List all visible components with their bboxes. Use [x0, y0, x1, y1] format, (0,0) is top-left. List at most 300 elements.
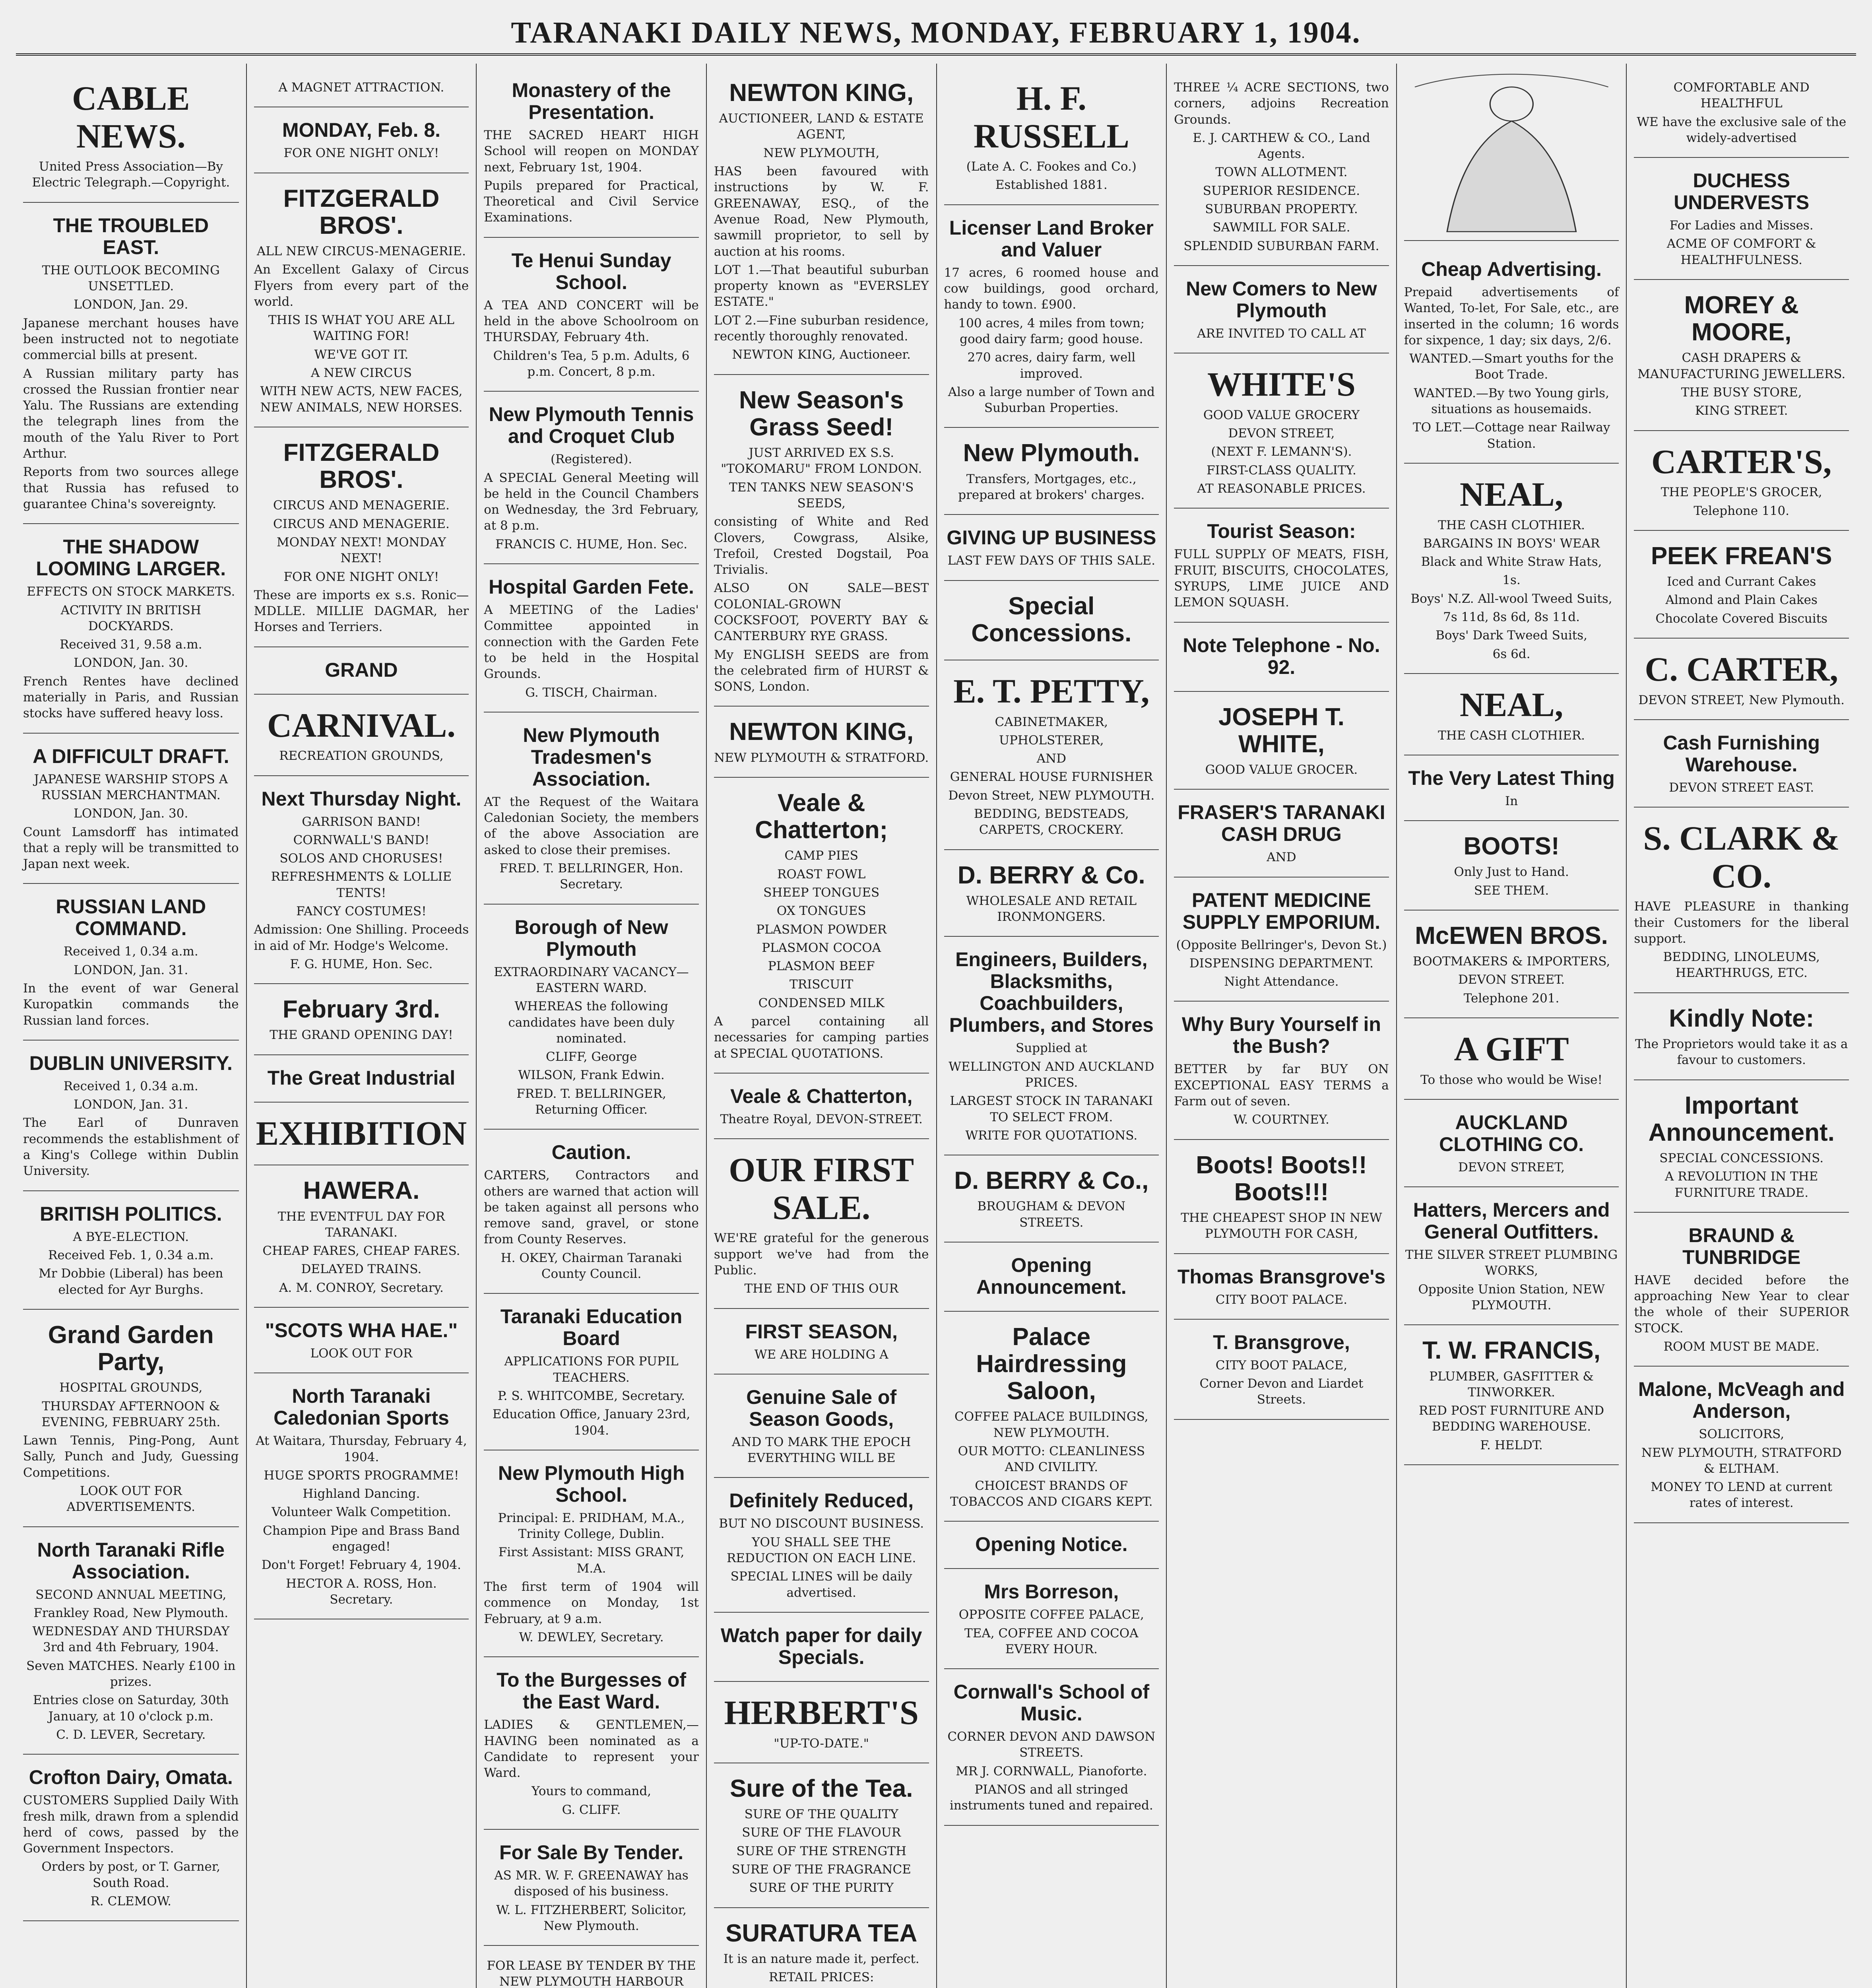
block-heading: Tourist Season:: [1207, 520, 1356, 543]
block-text: 100 acres, 4 miles from town; good dairy farm; good house.: [958, 316, 1145, 346]
block-text: GARRISON BAND!: [302, 814, 421, 829]
block-heading: PATENT MEDICINE SUPPLY EMPORIUM.: [1182, 889, 1381, 933]
block-text: DEVON STREET,: [1458, 1160, 1565, 1175]
block-text: PLASMON BEEF: [768, 959, 875, 974]
block-heading: The Great Industrial: [267, 1066, 456, 1089]
block-heading: OUR FIRST SALE.: [729, 1151, 914, 1227]
columns: [16, 64, 1856, 1988]
block-text: My ENGLISH SEEDS are from the celebrated firm of HURST & SONS, London.: [714, 647, 929, 694]
block-text: P. S. WHITCOMBE, Secretary.: [498, 1388, 685, 1403]
advertisement-block: [1634, 431, 1849, 531]
advertisement-block: [484, 712, 699, 905]
block-heading: New Comers to New Plymouth: [1186, 277, 1377, 322]
block-text: HAVE decided before the approaching New Year to clear the whole of their SUPERIOR STOCK.: [1634, 1273, 1849, 1336]
block-heading: Mrs Borreson,: [984, 1580, 1119, 1603]
block-text: CUSTOMERS Supplied Daily With fresh milk, drawn from a splendid herd of cows, passed by the Government Inspectors.: [23, 1793, 239, 1856]
block-text: WEDNESDAY AND THURSDAY 3rd and 4th February, 1904.: [32, 1624, 230, 1655]
block-text: Also a large number of Town and Suburban Properties.: [948, 384, 1155, 415]
block-heading: NEAL,: [1459, 685, 1564, 724]
block-text: C. D. LEVER, Secretary.: [56, 1727, 206, 1742]
column-3: [476, 64, 706, 1988]
block-text: W. L. FITZHERBERT, Solicitor, New Plymouth.: [496, 1903, 687, 1933]
block-text: RETAIL PRICES:: [768, 1970, 874, 1984]
block-heading: Important Announcement.: [1648, 1091, 1835, 1146]
block-text: Telephone 110.: [1694, 503, 1789, 518]
advertisement-block: [944, 1155, 1159, 1242]
column-5: [936, 64, 1166, 1988]
advertisement-block: [714, 1139, 929, 1309]
block-text: These are imports ex s.s. Ronic—MDLLE. MILLIE DAGMAR, her Horses and Terriers.: [254, 588, 469, 635]
block-text: HECTOR A. ROSS, Hon. Secretary.: [286, 1576, 437, 1607]
block-heading: THE SHADOW LOOMING LARGER.: [36, 536, 226, 580]
block-text: WITH NEW ACTS, NEW FACES, NEW ANIMALS, NEW HORSES.: [260, 384, 463, 415]
block-text: CIRCUS AND MENAGERIE.: [273, 498, 450, 513]
block-text: SURE OF THE FRAGRANCE: [731, 1862, 911, 1877]
block-text: (Late A. C. Fookes and Co.): [966, 159, 1137, 174]
advertisement-block: [23, 1755, 239, 1921]
advertisement-block: [944, 1522, 1159, 1569]
block-text: SHEEP TONGUES: [763, 885, 880, 900]
block-heading: Veale & Chatterton,: [730, 1085, 913, 1107]
block-heading: New Plymouth High School.: [498, 1462, 685, 1506]
advertisement-block: [484, 1830, 699, 1946]
block-text: 17 acres, 6 roomed house and cow buildings, good orchard, handy to town. £900.: [944, 265, 1159, 312]
block-text: WANTED.—By two Young girls, situations as housemaids.: [1414, 386, 1609, 417]
block-text: HOSPITAL GROUNDS,: [59, 1380, 203, 1395]
block-heading: Definitely Reduced,: [729, 1489, 914, 1512]
block-text: Corner Devon and Liardet Streets.: [1199, 1376, 1364, 1407]
block-heading: FIRST SEASON,: [745, 1320, 898, 1343]
block-text: AT REASONABLE PRICES.: [1197, 481, 1366, 496]
block-text: LADIES & GENTLEMEN,—HAVING been nominated as a Candidate to represent your Ward.: [484, 1718, 699, 1780]
advertisement-block: [1174, 266, 1389, 353]
block-text: GOOD VALUE GROCER.: [1205, 762, 1358, 777]
advertisement-block: [23, 1041, 239, 1191]
advertisement-block: [714, 707, 929, 777]
block-text: In the event of war General Kuropatkin commands the Russian land forces.: [23, 981, 239, 1028]
block-text: (Registered).: [550, 452, 632, 467]
advertisement-block: [944, 515, 1159, 580]
column-6: [1166, 64, 1396, 1988]
advertisement-block: [484, 1450, 699, 1657]
block-text: RED POST FURNITURE AND BEDDING WAREHOUSE.: [1419, 1404, 1604, 1434]
block-text: Children's Tea, 5 p.m. Adults, 6 p.m. Concert, 8 p.m.: [493, 348, 690, 379]
block-heading: Hatters, Mercers and General Outfitters.: [1413, 1199, 1610, 1243]
block-text: WRITE FOR QUOTATIONS.: [965, 1128, 1138, 1143]
block-text: (NEXT F. LEMANN'S).: [1211, 445, 1352, 459]
block-heading: NEWTON KING,: [729, 79, 914, 107]
block-text: THE BUSY STORE,: [1681, 385, 1802, 400]
block-text: The Proprietors would take it as a favour to customers.: [1635, 1037, 1848, 1068]
block-text: NEWTON KING, Auctioneer.: [732, 348, 911, 362]
block-heading: New Plymouth Tradesmen's Association.: [523, 724, 660, 790]
block-text: BOOTMAKERS & IMPORTERS,: [1412, 954, 1610, 969]
advertisement-block: [484, 1657, 699, 1830]
block-text: CASH DRAPERS & MANUFACTURING JEWELLERS.: [1637, 351, 1846, 381]
block-heading: Opening Notice.: [975, 1533, 1128, 1556]
block-text: SUBURBAN PROPERTY.: [1205, 202, 1358, 217]
block-text: PLUMBER, GASFITTER & TINWORKER.: [1429, 1369, 1594, 1400]
block-text: Entries close on Saturday, 30th January, at 10 o'clock p.m.: [33, 1693, 229, 1724]
block-heading: RUSSIAN LAND COMMAND.: [56, 895, 206, 940]
advertisement-block: [1174, 623, 1389, 692]
block-heading: E. T. PETTY,: [953, 672, 1150, 710]
block-text: 1s.: [1502, 573, 1521, 588]
block-text: SECOND ANNUAL MEETING,: [35, 1587, 227, 1602]
advertisement-block: [1634, 993, 1849, 1080]
newspaper-page: [16, 12, 1856, 1988]
block-text: A. M. CONROY, Secretary.: [279, 1280, 444, 1295]
block-text: Night Attendance.: [1224, 975, 1339, 989]
advertisement-block: [1174, 790, 1389, 877]
advertisement-block: [1404, 674, 1619, 755]
block-text: ARE INVITED TO CALL AT: [1197, 326, 1366, 341]
advertisement-block: [944, 1569, 1159, 1669]
block-text: 7s 11d, 8s 6d, 8s 11d.: [1443, 610, 1580, 625]
block-text: SPECIAL CONCESSIONS.: [1659, 1151, 1824, 1165]
block-text: SOLOS AND CHORUSES!: [279, 851, 443, 866]
block-heading: FITZGERALD BROS'.: [283, 439, 440, 494]
block-text: Orders by post, or T. Garner, South Road.: [41, 1860, 221, 1890]
block-text: WHEREAS the following candidates have been duly nominated.: [508, 999, 675, 1046]
block-text: ROAST FOWL: [777, 867, 866, 881]
block-heading: Licenser Land Broker and Valuer: [949, 216, 1154, 261]
block-text: WE'VE GOT IT.: [314, 347, 409, 362]
advertisement-block: [1174, 1140, 1389, 1254]
block-text: TO LET.—Cottage near Railway Station.: [1412, 420, 1610, 451]
advertisement-block: [484, 905, 699, 1130]
block-heading: WHITE'S: [1207, 365, 1356, 404]
block-text: Pupils prepared for Practical, Theoretical and Civil Service Examinations.: [484, 178, 699, 225]
block-text: A MEETING of the Ladies' Committee appointed in connection with the Garden Fete to be held in the Hospital Grounds.: [484, 603, 699, 681]
block-heading: MOREY & MOORE,: [1684, 291, 1799, 346]
block-heading: D. BERRY & Co.,: [954, 1167, 1149, 1195]
block-text: SPLENDID SUBURBAN FARM.: [1183, 239, 1379, 253]
block-text: CITY BOOT PALACE,: [1215, 1358, 1348, 1373]
block-heading: To the Burgesses of the East Ward.: [497, 1669, 687, 1713]
block-text: THE END OF THIS OUR: [744, 1281, 898, 1296]
block-text: Transfers, Mortgages, etc., prepared at brokers' charges.: [958, 472, 1145, 502]
block-text: Frankley Road, New Plymouth.: [33, 1606, 229, 1620]
advertisement-block: [23, 1310, 239, 1527]
block-heading: Veale & Chatterton;: [755, 789, 888, 844]
advertisement-block: [944, 1669, 1159, 1825]
advertisement-block: [1174, 1002, 1389, 1140]
block-heading: NEAL,: [1459, 475, 1564, 513]
block-text: AND: [1036, 751, 1066, 766]
block-text: NEW PLYMOUTH,: [763, 146, 880, 160]
block-text: LOOK OUT FOR: [310, 1346, 413, 1361]
block-text: DEVON STREET.: [1458, 973, 1565, 987]
advertisement-block: [1404, 1325, 1619, 1465]
advertisement-block: [484, 392, 699, 564]
block-heading: BOOTS!: [1463, 833, 1560, 860]
block-text: For Ladies and Misses.: [1669, 218, 1814, 233]
block-text: CHEAP FARES, CHEAP FARES.: [262, 1244, 460, 1258]
block-heading: Watch paper for daily Specials.: [720, 1624, 922, 1668]
block-heading: New Plymouth Tennis and Croquet Club: [489, 403, 694, 448]
block-text: A MAGNET ATTRACTION.: [278, 80, 444, 95]
block-heading: DUBLIN UNIVERSITY.: [29, 1052, 233, 1074]
block-text: GOOD VALUE GROCERY: [1203, 408, 1360, 422]
block-heading: North Taranaki Caledonian Sports: [274, 1385, 449, 1429]
advertisement-block: [944, 850, 1159, 937]
block-text: FOR ONE NIGHT ONLY!: [283, 569, 439, 584]
advertisement-block: [1404, 464, 1619, 674]
block-heading: SURATURA TEA: [726, 1919, 918, 1947]
block-heading: T. Bransgrove,: [1213, 1331, 1350, 1353]
block-text: FOR ONE NIGHT ONLY!: [283, 146, 439, 161]
block-heading: S. CLARK & CO.: [1643, 819, 1840, 895]
advertisement-block: [1634, 1213, 1849, 1367]
block-text: CARTERS, Contractors and others are warned that action will be taken against all persons who remove sand, gravel, or stone from County Reserves.: [484, 1168, 699, 1247]
block-text: PIANOS and all stringed instruments tuned and repaired.: [949, 1782, 1153, 1813]
block-text: THE OUTLOOK BECOMING UNSETTLED.: [42, 263, 220, 294]
advertisement-block: [254, 107, 469, 173]
illustration-figure: [1404, 70, 1619, 241]
block-heading: C. CARTER,: [1645, 650, 1839, 688]
block-text: TRISCUIT: [790, 977, 854, 992]
block-heading: Cheap Advertising.: [1421, 258, 1602, 280]
block-text: FRED. T. BELLRINGER, Returning Officer.: [516, 1086, 666, 1117]
block-text: BARGAINS IN BOYS' WEAR: [1423, 536, 1600, 551]
advertisement-block: [1174, 68, 1389, 266]
block-heading: North Taranaki Rifle Association.: [37, 1538, 225, 1583]
block-text: AS MR. W. F. GREENAWAY has disposed of his business.: [494, 1868, 689, 1899]
block-text: AND: [1267, 850, 1296, 865]
column-1: [16, 64, 246, 1988]
masthead: TARANAKI DAILY NEWS, MONDAY, FEBRUARY 1, 1904.: [16, 12, 1856, 56]
block-text: H. OKEY, Chairman Taranaki County Council.: [500, 1250, 682, 1281]
block-heading: CABLE NEWS.: [72, 79, 190, 155]
advertisement-block: [484, 564, 699, 712]
block-text: LARGEST STOCK IN TARANAKI TO SELECT FROM.: [950, 1094, 1153, 1124]
block-heading: The Very Latest Thing: [1408, 767, 1615, 789]
block-text: Count Lamsdorff has intimated that a reply will be transmitted to Japan next week.: [23, 825, 239, 872]
block-text: Lawn Tennis, Ping-Pong, Aunt Sally, Punch and Judy, Guessing Competitions.: [23, 1433, 239, 1480]
block-text: EXTRAORDINARY VACANCY—EASTERN WARD.: [494, 965, 689, 995]
block-text: DEVON STREET,: [1228, 426, 1335, 441]
block-heading: Palace Hairdressing Saloon,: [976, 1323, 1127, 1405]
block-text: DEVON STREET EAST.: [1669, 780, 1814, 795]
advertisement-block: [1634, 1367, 1849, 1523]
block-text: WANTED.—Smart youths for the Boot Trade.: [1409, 351, 1614, 382]
block-text: FOR LEASE BY TENDER BY THE NEW PLYMOUTH HARBOUR: [487, 1959, 696, 1988]
advertisement-block: [254, 1055, 469, 1103]
block-heading: Note Telephone - No. 92.: [1183, 634, 1380, 678]
block-text: Opposite Union Station, NEW PLYMOUTH.: [1418, 1282, 1605, 1313]
block-text: THIS IS WHAT YOU ARE ALL WAITING FOR!: [268, 313, 454, 344]
block-text: THE PEOPLE'S GROCER,: [1661, 485, 1822, 500]
block-heading: Malone, McVeagh and Anderson,: [1638, 1378, 1845, 1423]
block-heading: McEWEN BROS.: [1415, 922, 1608, 949]
advertisement-block: [484, 68, 699, 238]
block-text: SEE THEM.: [1474, 883, 1549, 898]
advertisement-block: [714, 1375, 929, 1478]
block-text: A TEA AND CONCERT will be held in the above Schoolroom on THURSDAY, February 4th.: [484, 298, 699, 345]
block-text: At Waitara, Thursday, February 4, 1904.: [256, 1434, 467, 1464]
block-heading: GRAND: [325, 658, 398, 681]
advertisement-block: [254, 427, 469, 647]
block-heading: GIVING UP BUSINESS: [947, 526, 1156, 549]
advertisement-block: [714, 375, 929, 707]
block-text: HAS been favoured with instructions by W. F. GREENAWAY, ESQ., of the Avenue Road, New Plymouth, sawmill proprietor, to sell by auction at his rooms.: [714, 164, 929, 259]
block-heading: Genuine Sale of Season Goods,: [746, 1386, 897, 1430]
block-text: OPPOSITE COFFEE PALACE,: [958, 1607, 1144, 1622]
block-heading: Thomas Bransgrove's: [1177, 1265, 1386, 1288]
block-text: PLASMON POWDER: [756, 922, 887, 937]
advertisement-block: [1634, 280, 1849, 431]
advertisement-block: [714, 68, 929, 375]
block-text: SURE OF THE STRENGTH: [736, 1844, 907, 1858]
block-text: Highland Dancing.: [303, 1487, 420, 1501]
block-heading: CARTER'S,: [1651, 442, 1832, 481]
block-text: W. DEWLEY, Secretary.: [519, 1630, 664, 1644]
block-text: AT the Request of the Waitara Caledonian Society, the members of the above Association are asked to close their premises.: [484, 794, 699, 857]
advertisement-block: [1404, 1100, 1619, 1187]
block-text: Black and White Straw Hats,: [1421, 555, 1602, 569]
advertisement-block: [1634, 1080, 1849, 1213]
block-text: LONDON, Jan. 30.: [74, 806, 188, 821]
block-text: RECREATION GROUNDS,: [279, 749, 444, 763]
advertisement-block: [254, 68, 469, 107]
block-text: CAMP PIES: [784, 848, 858, 863]
block-text: CLIFF, George: [545, 1050, 637, 1064]
block-text: SURE OF THE PURITY: [749, 1881, 894, 1895]
block-text: WHOLESALE AND RETAIL IRONMONGERS.: [966, 893, 1137, 924]
advertisement-block: [1634, 158, 1849, 280]
advertisement-block: [1634, 639, 1849, 720]
block-text: YOU SHALL SEE THE REDUCTION ON EACH LINE.: [726, 1535, 916, 1566]
advertisement-block: [944, 581, 1159, 660]
block-text: Received Feb. 1, 0.34 a.m.: [48, 1248, 214, 1262]
advertisement-block: [23, 68, 239, 203]
block-text: ALL NEW CIRCUS-MENAGERIE.: [256, 244, 466, 258]
column-4: [706, 64, 936, 1988]
block-text: G. CLIFF.: [562, 1802, 621, 1817]
block-text: Yours to command,: [532, 1784, 652, 1799]
block-text: First Assistant: MISS GRANT, M.A.: [498, 1545, 685, 1576]
block-heading: BRAUND & TUNBRIDGE: [1682, 1224, 1801, 1268]
block-text: Don't Forget! February 4, 1904.: [261, 1558, 462, 1573]
advertisement-block: [944, 660, 1159, 850]
advertisement-block: [23, 524, 239, 733]
block-heading: MONDAY, Feb. 8.: [282, 119, 441, 142]
block-text: THE CASH CLOTHIER.: [1438, 728, 1585, 743]
block-text: Devon Street, NEW PLYMOUTH.: [948, 788, 1155, 803]
block-heading: AUCKLAND CLOTHING CO.: [1439, 1111, 1584, 1155]
advertisement-block: [714, 1613, 929, 1682]
advertisement-block: [714, 1908, 929, 1988]
block-text: Telephone 201.: [1463, 991, 1560, 1006]
block-text: CABINETMAKER,: [995, 714, 1108, 729]
block-heading: A GIFT: [1454, 1029, 1569, 1068]
column-8: [1626, 64, 1856, 1988]
block-text: FIRST-CLASS QUALITY.: [1207, 463, 1356, 478]
block-text: BUT NO DISCOUNT BUSINESS.: [719, 1516, 924, 1531]
block-text: Reports from two sources allege that Russia has refused to guarantee China's sovereignty.: [23, 465, 239, 511]
advertisement-block: [484, 1946, 699, 1988]
block-text: E. J. CARTHEW & CO., Land Agents.: [1193, 130, 1370, 161]
block-text: THREE ¼ ACRE SECTIONS, two corners, adjoins Recreation Grounds.: [1174, 80, 1389, 127]
block-text: ACTIVITY IN BRITISH DOCKYARDS.: [60, 603, 202, 633]
block-text: SURE OF THE QUALITY: [744, 1807, 898, 1822]
block-text: TEN TANKS NEW SEASON'S SEEDS,: [729, 480, 914, 511]
advertisement-block: [944, 205, 1159, 428]
block-text: THE SILVER STREET PLUMBING WORKS,: [1405, 1248, 1618, 1278]
block-heading: T. W. FRANCIS,: [1422, 1337, 1600, 1365]
block-text: MR J. CORNWALL, Pianoforte.: [956, 1764, 1147, 1778]
block-heading: Taranaki Education Board: [500, 1305, 683, 1350]
block-heading: Sure of the Tea.: [729, 1774, 913, 1802]
column-7: [1396, 64, 1626, 1988]
block-text: WILSON, Frank Edwin.: [518, 1068, 665, 1083]
block-text: COMFORTABLE AND HEALTHFUL: [1673, 80, 1810, 111]
advertisement-block: [1404, 1187, 1619, 1325]
block-text: The Earl of Dunraven recommends the establishment of a King's College within Dublin University.: [23, 1116, 239, 1178]
block-text: DEVON STREET, New Plymouth.: [1638, 693, 1845, 707]
block-text: An Excellent Galaxy of Circus Flyers from every part of the world.: [254, 262, 469, 309]
block-text: DELAYED TRAINS.: [301, 1262, 422, 1277]
block-text: TEA, COFFEE AND COCOA EVERY HOUR.: [964, 1626, 1139, 1656]
block-text: CHOICEST BRANDS OF TOBACCOS AND CIGARS KEPT.: [950, 1478, 1153, 1509]
block-text: French Rentes have declined materially in Paris, and Russian stocks have suffered heavy loss.: [23, 674, 239, 721]
block-text: CONDENSED MILK: [758, 996, 885, 1010]
block-text: DISPENSING DEPARTMENT.: [1189, 956, 1373, 971]
block-heading: Engineers, Builders, Blacksmiths, Coachbuilders, Plumbers, and Stores: [949, 948, 1154, 1037]
block-text: JAPANESE WARSHIP STOPS A RUSSIAN MERCHANTMAN.: [34, 772, 228, 802]
block-text: PLASMON COCOA: [762, 940, 881, 955]
block-heading: Cornwall's School of Music.: [953, 1681, 1150, 1725]
block-text: FRED. T. BELLRINGER, Hon. Secretary.: [499, 861, 683, 892]
block-text: Mr Dobbie (Liberal) has been elected for Ayr Burghs.: [39, 1266, 223, 1297]
block-heading: "SCOTS WHA HAE.": [265, 1319, 458, 1342]
block-text: SURE OF THE FLAVOUR: [742, 1825, 901, 1840]
block-text: G. TISCH, Chairman.: [525, 685, 658, 700]
block-text: Prepaid advertisements of Wanted, To-let, For Sale, etc., are inserted in the column; 16 words for sixpence, 1 day; six days, 2/6.: [1404, 285, 1619, 348]
advertisement-block: [1174, 692, 1389, 790]
block-text: 6s 6d.: [1492, 646, 1531, 661]
advertisement-block: [1634, 531, 1849, 639]
block-text: SUPERIOR RESIDENCE.: [1203, 183, 1360, 198]
block-heading: BRITISH POLITICS.: [40, 1202, 222, 1225]
advertisement-block: [254, 776, 469, 984]
block-text: A parcel containing all necessaries for camping parties at SPECIAL QUOTATIONS.: [714, 1014, 929, 1061]
advertisement-block: [944, 937, 1159, 1155]
block-heading: February 3rd.: [282, 996, 440, 1023]
block-heading: JOSEPH T. WHITE,: [1218, 703, 1344, 758]
advertisement-block: [23, 734, 239, 884]
block-text: Received 1, 0.34 a.m.: [63, 1079, 198, 1093]
block-heading: DUCHESS UNDERVESTS: [1674, 169, 1810, 214]
block-heading: EXHIBITION: [256, 1114, 467, 1152]
advertisement-block: [1634, 68, 1849, 158]
advertisement-block: [944, 68, 1159, 205]
block-text: BETTER by far BUY ON EXCEPTIONAL EASY TERMS a Farm out of seven.: [1174, 1062, 1389, 1109]
advertisement-block: [1404, 247, 1619, 464]
block-text: LONDON, Jan. 30.: [74, 656, 188, 670]
block-heading: HERBERT'S: [724, 1693, 919, 1732]
block-heading: FRASER'S TARANAKI CASH DRUG: [1178, 801, 1385, 846]
block-text: MONDAY NEXT! MONDAY NEXT!: [276, 535, 446, 566]
advertisement-block: [944, 428, 1159, 515]
advertisement-block: [23, 1527, 239, 1755]
advertisement-block: [944, 1312, 1159, 1522]
block-text: Education Office, January 23rd, 1904.: [492, 1407, 691, 1438]
block-text: Almond and Plain Cakes: [1665, 593, 1818, 608]
block-text: Theatre Royal, DEVON-STREET.: [720, 1112, 923, 1126]
block-text: WE have the exclusive sale of the widely-advertised: [1637, 115, 1847, 145]
